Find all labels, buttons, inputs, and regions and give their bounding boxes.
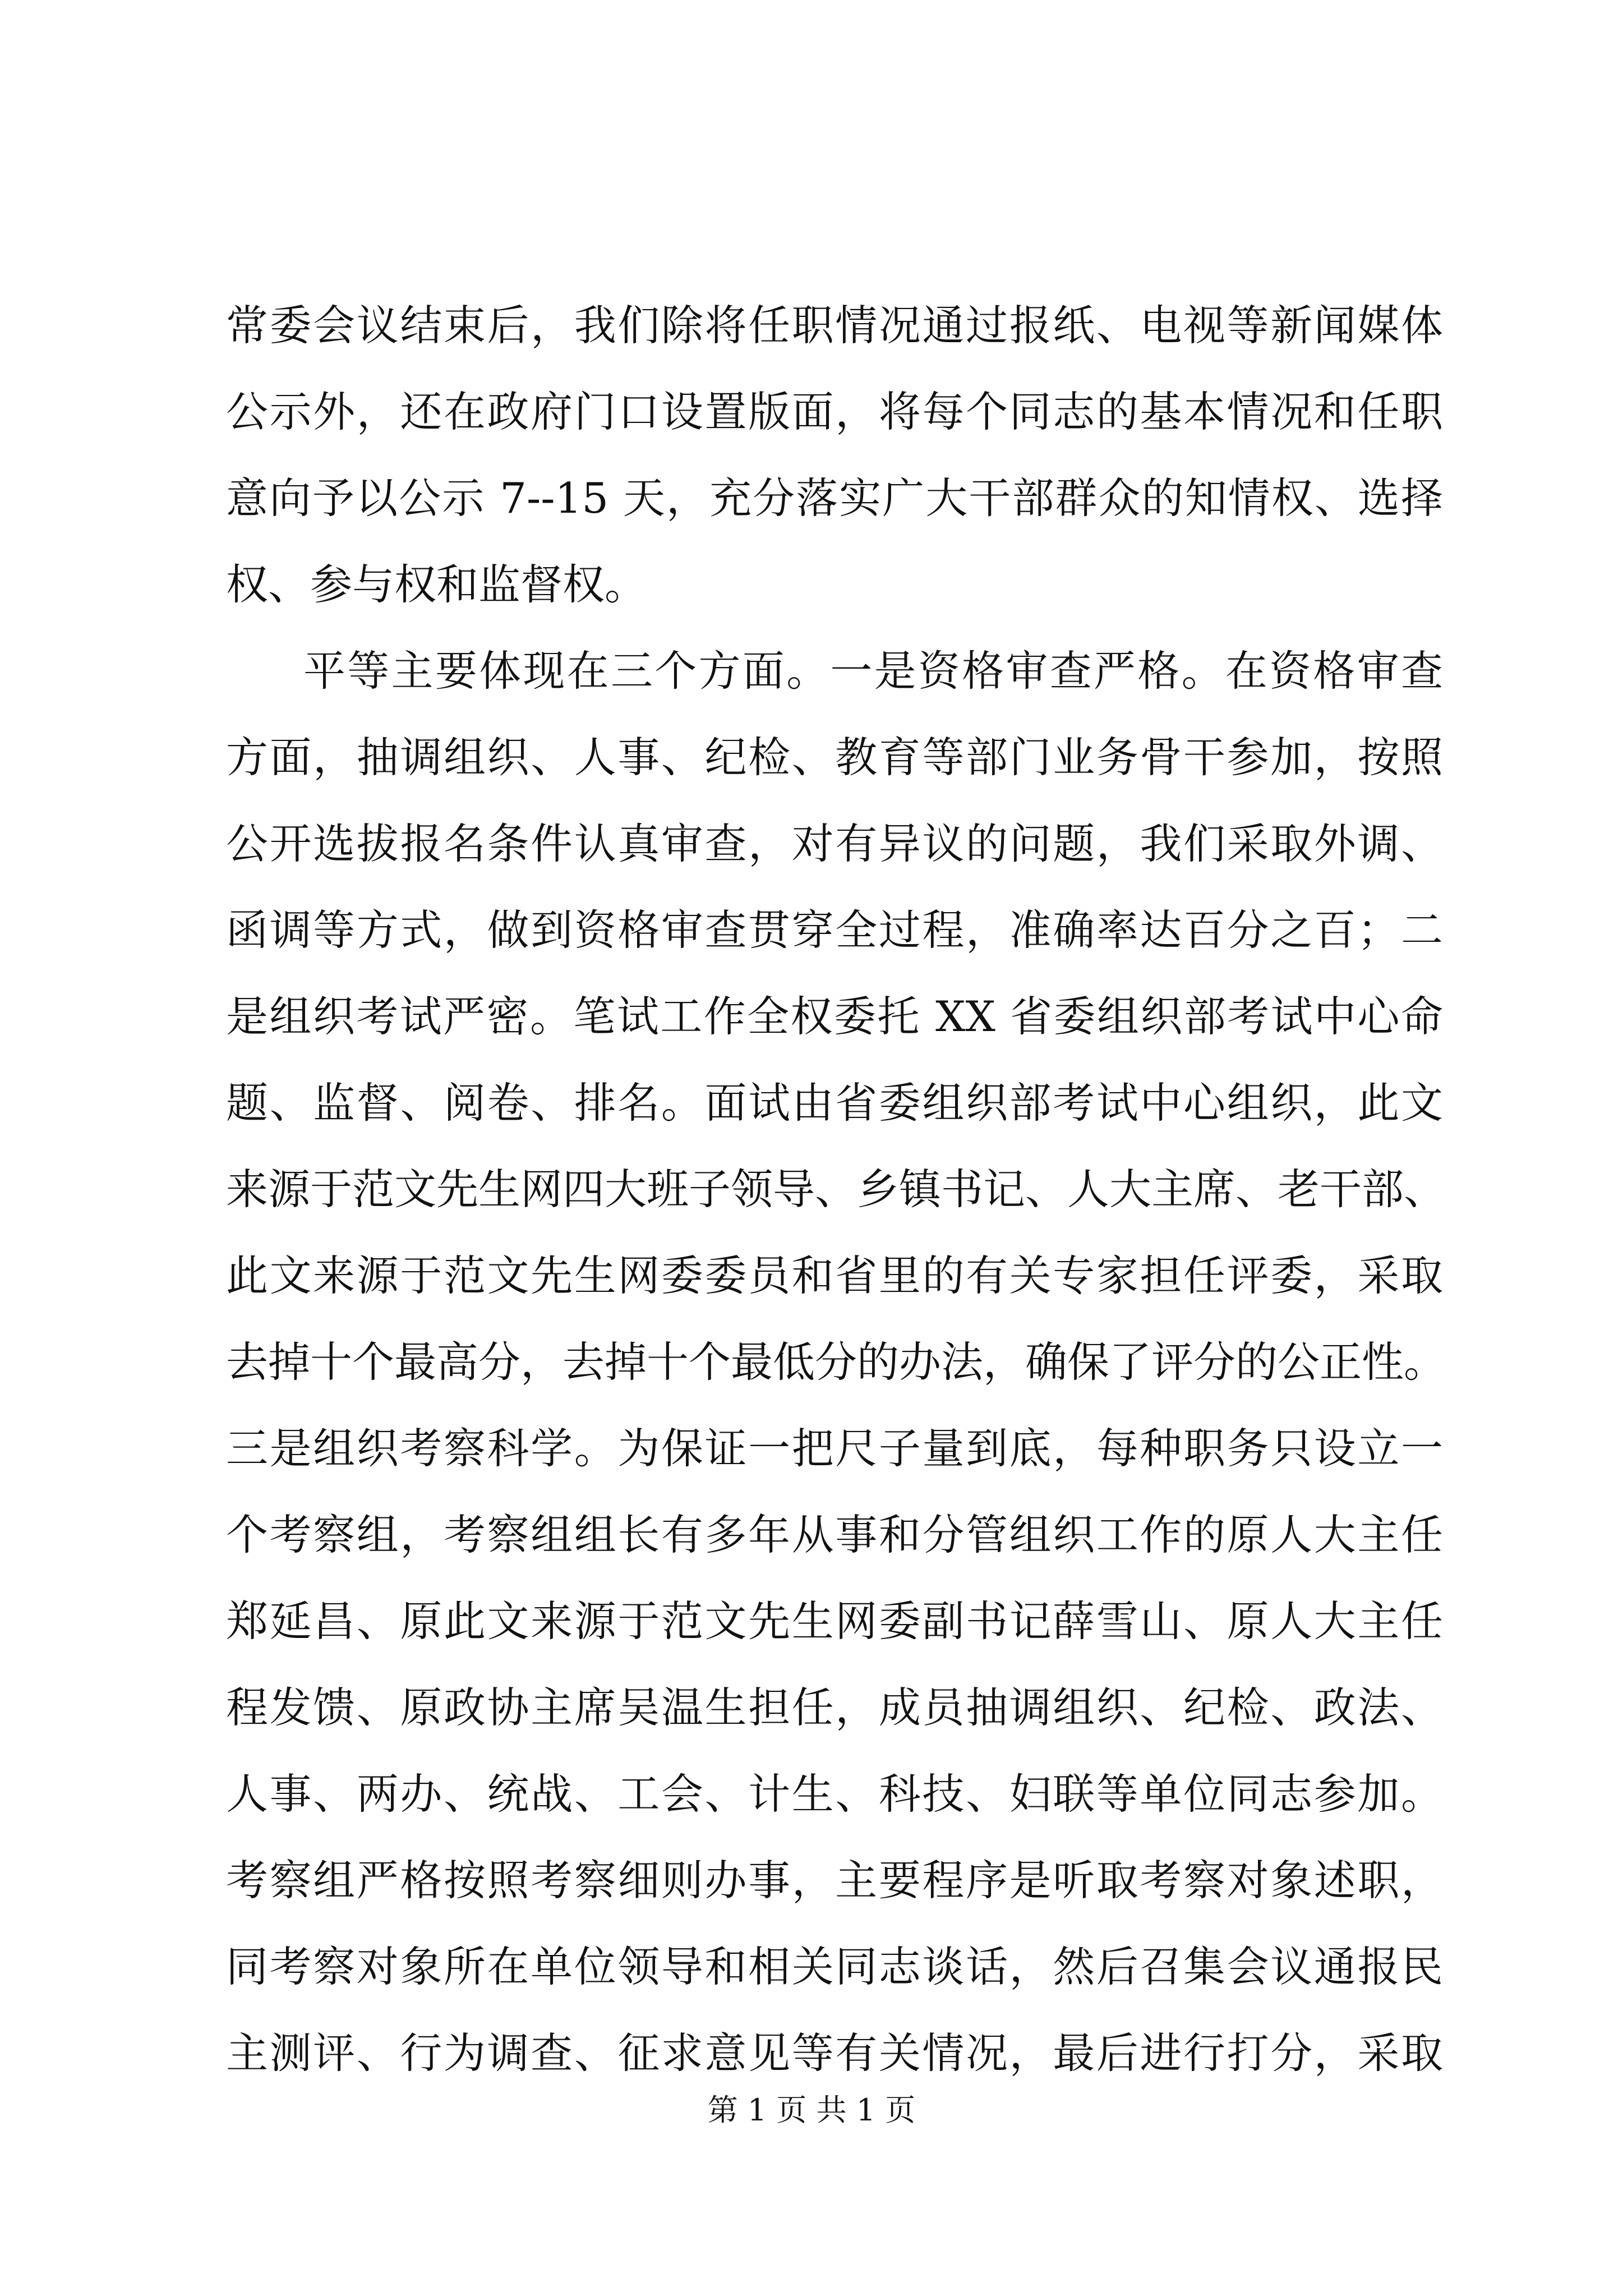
paragraph-line: 来源于范文先生网四大班子领导、乡镇书记、人大主席、老干部、	[226, 1165, 1446, 1214]
paragraph-line: 此文来源于范文先生网委委员和省里的有关专家担任评委，采取	[226, 1251, 1443, 1300]
paragraph-line: 意向予以公示 7--15 天，充分落实广大干部群众的知情权、选择	[226, 473, 1443, 523]
page-footer: 第 1 页 共 1 页	[707, 2092, 916, 2128]
paragraph-line: 个考察组，考察组组长有多年从事和分管组织工作的原人大主任	[226, 1510, 1443, 1559]
paragraph-line: 题、监督、阅卷、排名。面试由省委组织部考试中心组织，此文	[226, 1078, 1443, 1128]
paragraph-line: 郑延昌、原此文来源于范文先生网委副书记薛雪山、原人大主任	[226, 1596, 1443, 1646]
paragraph-line: 同考察对象所在单位领导和相关同志谈话，然后召集会议通报民	[226, 1942, 1443, 1991]
paragraph-line: 权、参与权和监督权。	[226, 560, 647, 609]
paragraph-line: 程发馈、原政协主席吴温生担任，成员抽调组织、纪检、政法、	[226, 1683, 1443, 1732]
paragraph-line: 人事、两办、统战、工会、计生、科技、妇联等单位同志参加。	[226, 1769, 1443, 1819]
paragraph-line: 函调等方式，做到资格审查贯穿全过程，准确率达百分之百；二	[226, 905, 1443, 955]
paragraph-line: 考察组严格按照考察细则办事，主要程序是听取考察对象述职，	[226, 1856, 1443, 1905]
paragraph-line: 平等主要体现在三个方面。一是资格审查严格。在资格审查	[303, 646, 1443, 696]
paragraph-line: 常委会议结束后，我们除将任职情况通过报纸、电视等新闻媒体	[226, 301, 1443, 350]
paragraph-line: 公开选拔报名条件认真审查，对有异议的问题，我们采取外调、	[226, 819, 1443, 868]
paragraph-line: 主测评、行为调查、征求意见等有关情况，最后进行打分，采取	[226, 2028, 1443, 2078]
paragraph-line: 三是组织考察科学。为保证一把尺子量到底，每种职务只设立一	[226, 1424, 1443, 1473]
paragraph-line: 公示外，还在政府门口设置版面，将每个同志的基本情况和任职	[226, 387, 1443, 436]
paragraph-line: 去掉十个最高分，去掉十个最低分的办法，确保了评分的公正性。	[226, 1337, 1446, 1387]
paragraph-line: 方面，抽调组织、人事、纪检、教育等部门业务骨干参加，按照	[226, 733, 1443, 782]
paragraph-line: 是组织考试严密。笔试工作全权委托 XX 省委组织部考试中心命	[226, 992, 1443, 1041]
